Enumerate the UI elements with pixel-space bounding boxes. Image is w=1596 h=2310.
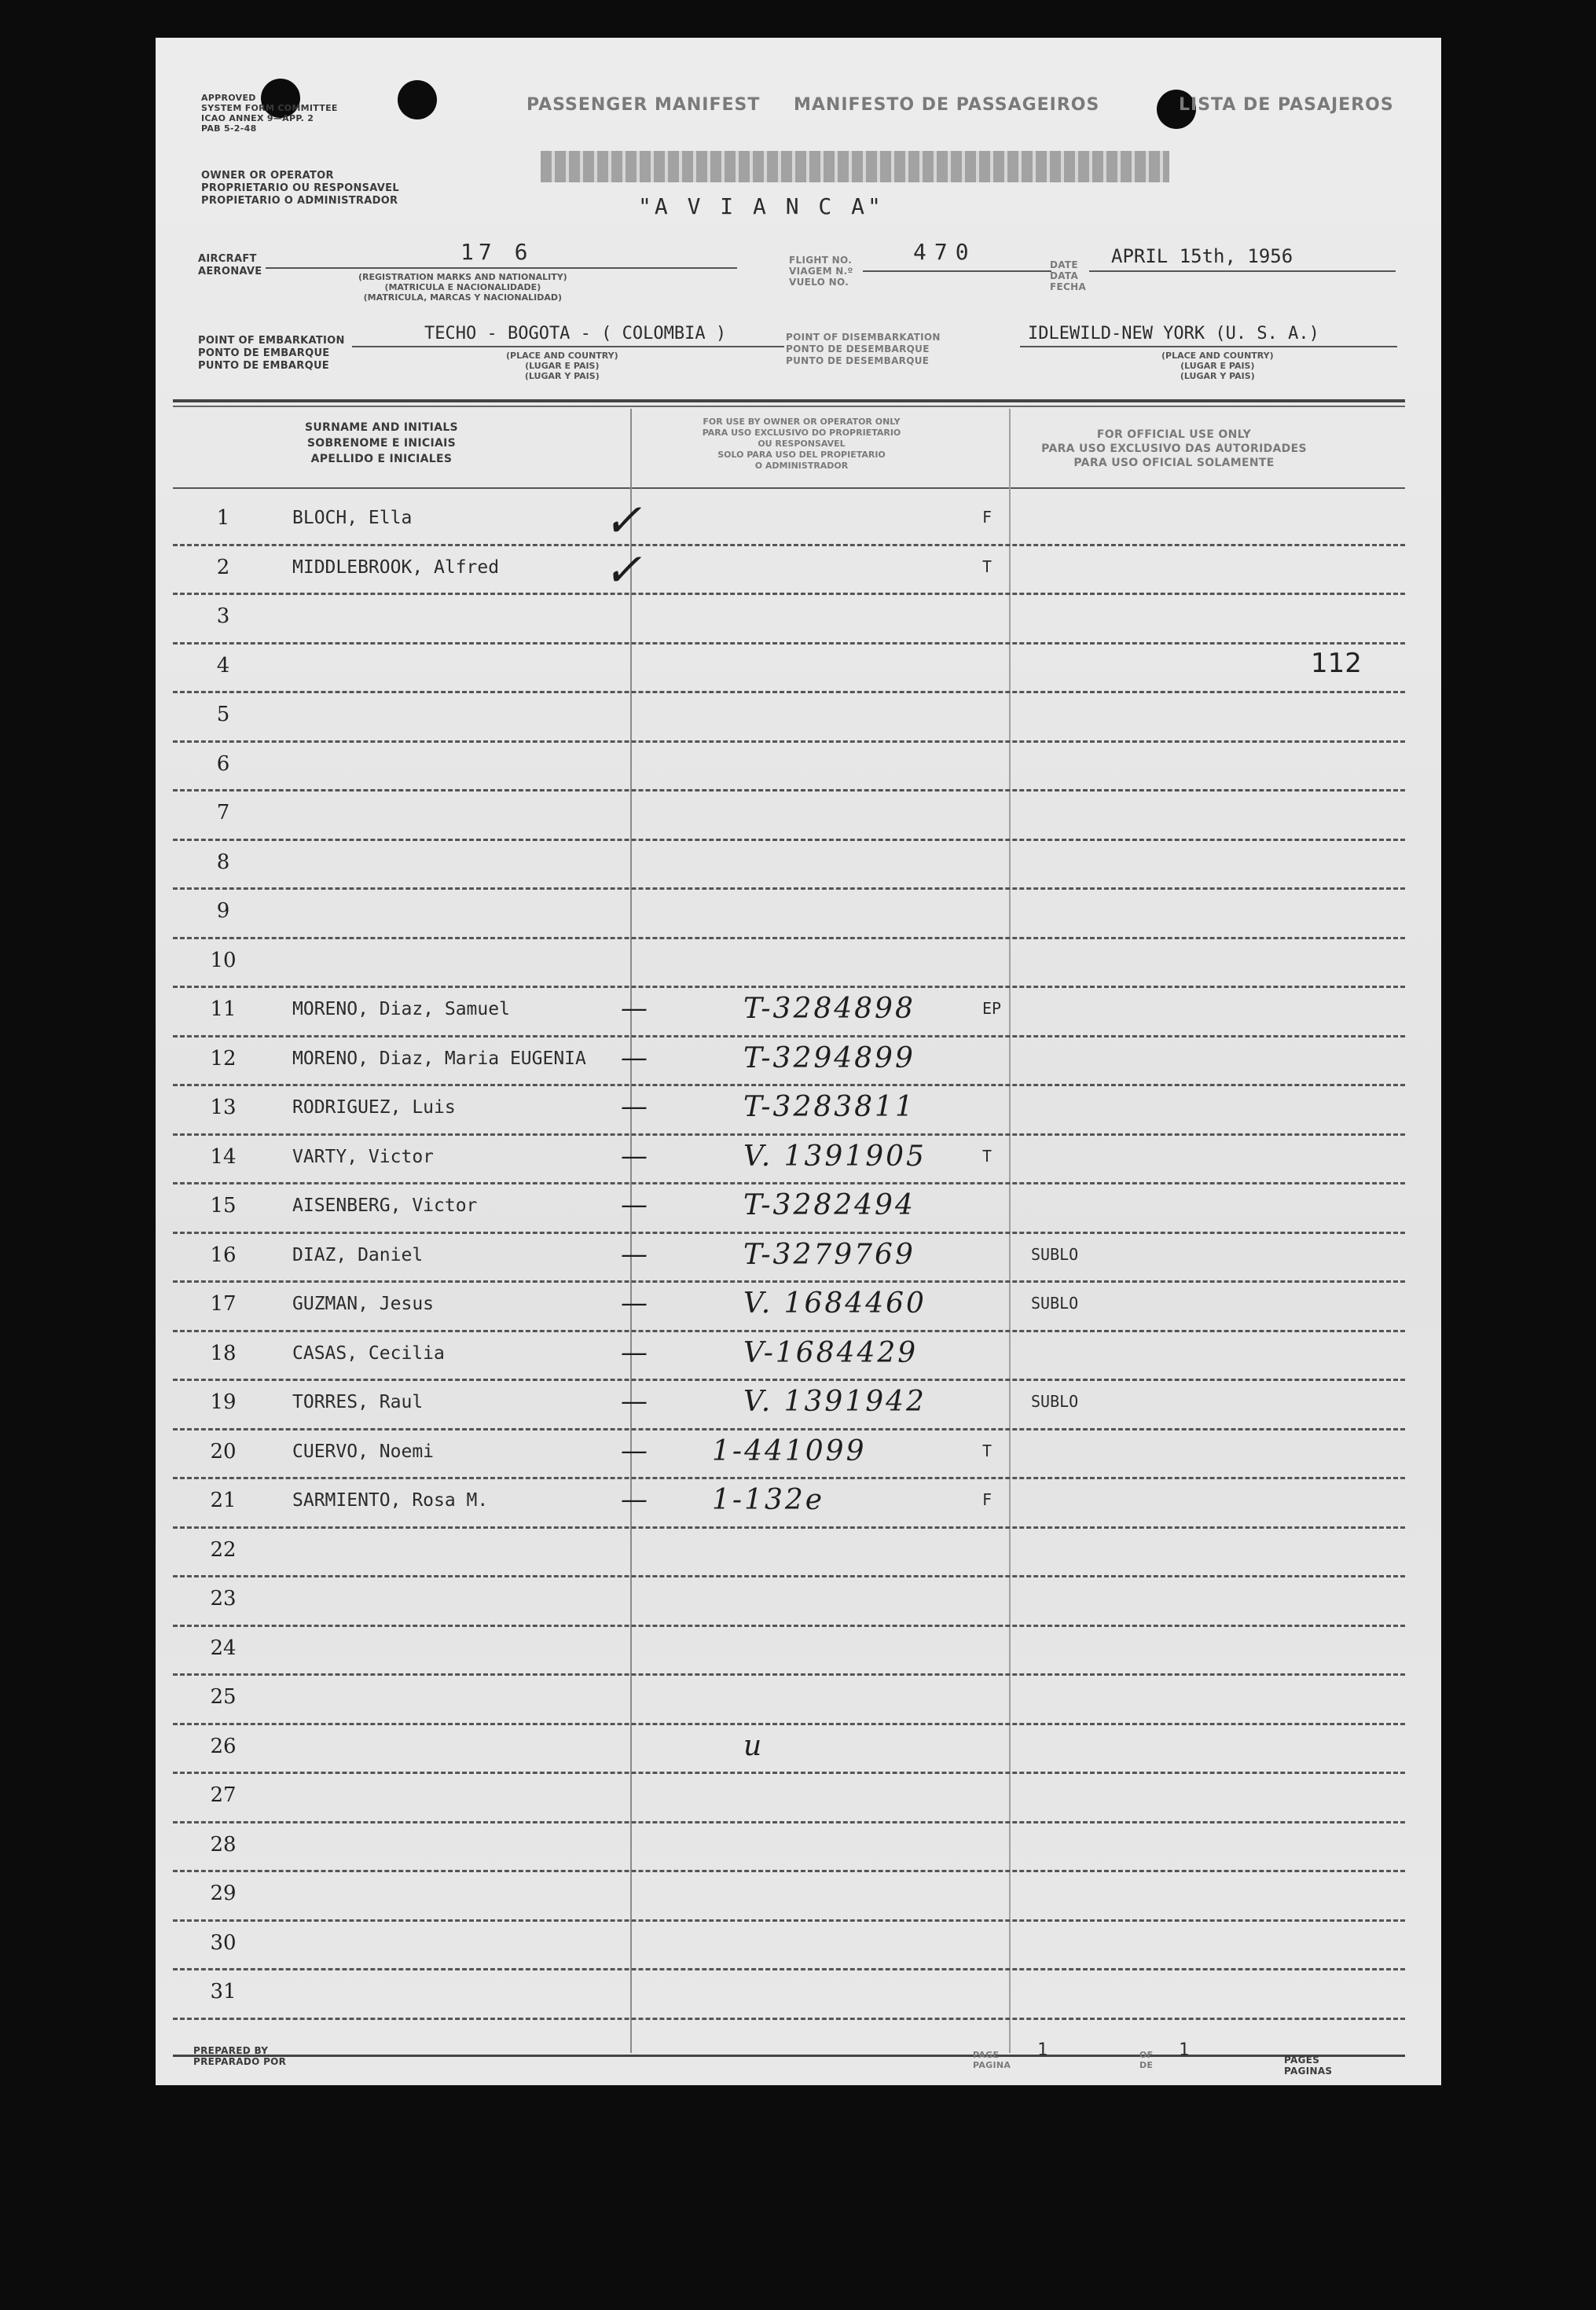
pages-labels: [1284, 2055, 1332, 2077]
passport-number: T-3294899: [743, 1041, 915, 1074]
punch-hole: [398, 80, 437, 119]
col-header-line: SOLO PARA USO DEL PROPIETARIO: [717, 450, 886, 460]
table-row: [156, 939, 1441, 989]
row-number: 7: [216, 801, 230, 824]
aircraft-value: 17 6: [460, 239, 533, 265]
row-number: 11: [210, 997, 237, 1021]
caption-line: (MATRICULA E NACIONALIDADE): [384, 282, 541, 292]
col-header-line: APELLIDO E INICIALES: [310, 453, 453, 465]
owner-label: PROPIETARIO O ADMINISTRADOR: [201, 195, 398, 207]
table-top-rule: [173, 406, 1405, 407]
table-row: [156, 1136, 1441, 1185]
row-number: 29: [210, 1882, 237, 1905]
check-mark: —: [621, 1484, 650, 1515]
check-mark: —: [621, 1091, 650, 1122]
approval-line: APPROVED: [201, 93, 256, 103]
table-row: [156, 1086, 1441, 1136]
disembark-caption: [1161, 351, 1274, 381]
title-en: PASSENGER MANIFEST: [526, 95, 761, 115]
approval-block: [201, 93, 338, 134]
passenger-name: MORENO, Diaz, Samuel: [292, 999, 510, 1019]
check-mark: —: [621, 993, 650, 1024]
row-number: 23: [210, 1587, 237, 1610]
check-mark: —: [621, 1287, 650, 1319]
embark-underline: [352, 346, 784, 347]
of-label: DE: [1139, 2060, 1154, 2070]
title-pt: MANIFESTO DE PASSAGEIROS: [794, 95, 1100, 115]
table-row: [156, 1627, 1441, 1676]
table-top-rule: [173, 399, 1405, 402]
col-header-line: FOR USE BY OWNER OR OPERATOR ONLY: [703, 417, 901, 427]
table-row: [156, 645, 1441, 694]
row-number: 19: [210, 1390, 237, 1414]
pages-label: PAGINAS: [1284, 2066, 1333, 2077]
passenger-name: AISENBERG, Victor: [292, 1195, 478, 1216]
row-number: 20: [210, 1439, 237, 1463]
page-label: PAGE: [973, 2050, 1000, 2060]
col-header-line: OU RESPONSAVEL: [758, 439, 846, 449]
official-note: 112: [1311, 647, 1362, 679]
passport-number: V-1684429: [743, 1336, 919, 1369]
owner-label-block: [201, 170, 399, 207]
row-number: 2: [216, 555, 230, 579]
row-number: 26: [210, 1734, 237, 1758]
caption-line: (LUGAR E PAIS): [1180, 361, 1255, 371]
row-number: 5: [216, 703, 230, 726]
official-note: SUBLO: [1031, 1294, 1079, 1313]
table-row: [156, 1529, 1441, 1578]
owner-label: OWNER OR OPERATOR: [201, 170, 334, 182]
approval-line: ICAO ANNEX 9—APP. 2: [201, 113, 314, 123]
caption-line: (LUGAR Y PAIS): [524, 371, 600, 381]
passenger-name: BLOCH, Ella: [292, 508, 413, 528]
table-row: [156, 1283, 1441, 1332]
table-row: [156, 841, 1441, 891]
table-row: [156, 1774, 1441, 1823]
official-note: SUBLO: [1031, 1244, 1079, 1264]
row-number: 15: [210, 1194, 237, 1217]
disembark-label: PUNTO DE DESEMBARQUE: [786, 355, 930, 366]
table-row: [156, 494, 1441, 547]
passenger-name: VARTY, Victor: [292, 1146, 435, 1167]
check-mark: —: [621, 1189, 650, 1221]
passport-number: T-3284898: [743, 993, 915, 1025]
disembark-label: POINT OF DISEMBARKATION: [786, 332, 941, 343]
col-header-line: SURNAME AND INITIALS: [305, 421, 458, 434]
check-mark: —: [621, 1041, 650, 1074]
prepared-label: PREPARED BY: [193, 2045, 269, 2056]
aircraft-label: AIRCRAFT: [198, 253, 257, 265]
table-row: [156, 1381, 1441, 1430]
col-header-line: PARA USO EXCLUSIVO DAS AUTORIDADES: [1041, 443, 1307, 455]
row-number: 30: [210, 1930, 237, 1955]
col-header-line: FOR OFFICIAL USE ONLY: [1096, 428, 1252, 441]
embark-caption: [506, 351, 618, 381]
row-number: 10: [210, 948, 237, 972]
disembark-value: IDLEWILD-NEW YORK (U. S. A.): [1028, 324, 1319, 343]
row-number: 14: [210, 1144, 237, 1169]
embark-label: POINT OF EMBARKATION: [198, 335, 345, 347]
row-number: 25: [210, 1685, 237, 1709]
operator-name: "A V I A N C A": [638, 193, 884, 219]
passport-number: T-3282494: [743, 1189, 915, 1221]
row-number: 12: [210, 1046, 237, 1071]
official-note: SUBLO: [1031, 1392, 1079, 1411]
table-row: [156, 1479, 1441, 1529]
date-value: APRIL 15th, 1956: [1111, 245, 1293, 267]
table-row: [156, 1037, 1441, 1087]
table-row: [156, 1234, 1441, 1284]
flight-underline: [863, 270, 1051, 272]
row-number: 4: [216, 653, 230, 678]
flight-label: VIAGEM N.º: [789, 266, 853, 277]
check-mark: —: [621, 1238, 650, 1270]
col-header-surname: [305, 420, 458, 467]
status-flag: F: [982, 508, 992, 527]
caption-line: (MATRICULA, MARCAS Y NACIONALIDAD): [363, 292, 563, 303]
passenger-name: DIAZ, Daniel: [292, 1244, 424, 1265]
date-underline: [1089, 270, 1396, 272]
disembark-label: PONTO DE DESEMBARQUE: [786, 343, 930, 354]
row-number: 13: [210, 1096, 237, 1119]
status-flag: T: [982, 1146, 992, 1166]
passenger-name: CUERVO, Noemi: [292, 1441, 435, 1462]
table-row: [156, 1970, 1441, 2020]
row-number: 22: [210, 1537, 237, 1562]
total-pages-value: 1: [1179, 2040, 1190, 2060]
col-header-owner: [684, 417, 919, 472]
caption-line: (LUGAR E PAIS): [525, 361, 600, 371]
passenger-name: RODRIGUEZ, Luis: [292, 1097, 456, 1118]
table-row: [156, 595, 1441, 645]
page-labels: [973, 2050, 1011, 2070]
passport-number: 1-132e: [712, 1484, 825, 1516]
row-number: 31: [210, 1980, 237, 2003]
row-number: 28: [210, 1832, 237, 1856]
row-number: 3: [216, 604, 230, 628]
disembark-underline: [1020, 346, 1397, 347]
flight-label: FLIGHT NO.: [789, 255, 853, 266]
passport-number: T-3283811: [743, 1091, 915, 1123]
table-row: [156, 1872, 1441, 1922]
check-mark: —: [621, 1336, 650, 1368]
passenger-name: GUZMAN, Jesus: [292, 1294, 435, 1314]
status-flag: T: [982, 1441, 992, 1460]
disembark-labels: [786, 332, 941, 367]
caption-line: (PLACE AND COUNTRY): [1161, 351, 1274, 361]
approval-line: SYSTEM FORM COMMITTEE: [201, 103, 338, 113]
passenger-name: TORRES, Raul: [292, 1392, 424, 1412]
table-row: [156, 791, 1441, 841]
registration-caption: [358, 272, 567, 303]
embark-value: TECHO - BOGOTA - ( COLOMBIA ): [424, 324, 727, 343]
passenger-name: MIDDLEBROOK, Alfred: [292, 556, 500, 578]
row-number: 27: [210, 1783, 237, 1807]
table-row: [156, 1725, 1441, 1775]
row-number: 18: [210, 1341, 237, 1365]
table-row: [156, 1430, 1441, 1480]
owner-label: PROPRIETARIO OU RESPONSAVEL: [201, 182, 399, 194]
check-mark: ✓: [604, 494, 644, 547]
page-value: 1: [1037, 2040, 1048, 2060]
check-mark: ✓: [604, 542, 644, 597]
row-number: 16: [210, 1243, 237, 1267]
passport-number: V. 1684460: [743, 1287, 926, 1320]
status-flag: F: [982, 1490, 992, 1509]
title-es: LISTA DE PASAJEROS: [1179, 95, 1394, 115]
passenger-name: MORENO, Diaz, Maria EUGENIA: [292, 1048, 586, 1069]
table-bottom-rule: [173, 2055, 1405, 2057]
date-labels: [1050, 259, 1086, 292]
table-row: [156, 890, 1441, 939]
header-bottom-rule: [173, 487, 1405, 489]
table-row: [156, 1577, 1441, 1627]
embark-label: PONTO DE EMBARQUE: [198, 347, 330, 359]
table-row: [156, 542, 1441, 597]
flight-value: 470: [913, 239, 977, 265]
table-row: [156, 743, 1441, 792]
row-number: 8: [216, 850, 230, 874]
table-row: [156, 693, 1441, 743]
of-labels: [1139, 2050, 1153, 2070]
prepared-label: PREPARADO POR: [193, 2056, 287, 2067]
check-mark: —: [621, 1386, 650, 1417]
col-header-line: SOBRENOME E INICIAIS: [306, 437, 457, 450]
page-label: PAGINA: [973, 2060, 1011, 2070]
passenger-name: SARMIENTO, Rosa M.: [292, 1490, 489, 1511]
of-label: OF: [1139, 2050, 1154, 2060]
aircraft-label: AERONAVE: [198, 266, 262, 277]
row-number: 6: [216, 751, 230, 776]
aircraft-labels: [198, 253, 262, 278]
row-number: 17: [210, 1292, 237, 1316]
col-header-line: PARA USO OFICIAL SOLAMENTE: [1073, 457, 1275, 469]
passenger-name: CASAS, Cecilia: [292, 1342, 445, 1364]
struck-out-line: [541, 151, 1169, 182]
check-mark: —: [621, 1434, 650, 1467]
pages-label: PAGES: [1284, 2055, 1320, 2066]
prepared-by-block: [193, 2045, 286, 2067]
table-row: [156, 1922, 1441, 1971]
caption-line: (REGISTRATION MARKS AND NATIONALITY): [358, 272, 567, 282]
table-row: [156, 1676, 1441, 1725]
table-row: [156, 1823, 1441, 1873]
row-rule: [173, 2018, 1405, 2020]
aircraft-underline: [266, 267, 737, 269]
table-row: [156, 1184, 1441, 1234]
approval-line: PAB 5-2-48: [201, 123, 257, 134]
date-label: DATE: [1050, 259, 1078, 270]
row-number: 9: [216, 899, 230, 923]
status-flag: T: [982, 556, 992, 576]
table-row: [156, 988, 1441, 1037]
flight-label: VUELO NO.: [789, 277, 849, 288]
col-header-line: PARA USO EXCLUSIVO DO PROPRIETARIO: [702, 428, 901, 438]
passport-number: T-3279769: [743, 1238, 915, 1271]
status-flag: EP: [982, 999, 1002, 1018]
passport-number: V. 1391905: [743, 1140, 926, 1173]
manifest-sheet: [156, 38, 1441, 2085]
caption-line: (LUGAR Y PAIS): [1180, 371, 1255, 381]
passport-number: 1-441099: [712, 1434, 867, 1467]
col-header-line: O ADMINISTRADOR: [754, 461, 849, 471]
date-label: DATA: [1050, 270, 1079, 281]
col-header-official: [1009, 428, 1339, 470]
passport-number: V. 1391942: [743, 1386, 926, 1418]
table-row: [156, 1332, 1441, 1382]
flight-labels: [789, 255, 853, 288]
embark-label: PUNTO DE EMBARQUE: [198, 360, 329, 372]
row-number: 1: [216, 506, 230, 530]
embark-labels: [198, 335, 345, 373]
passport-number: u: [743, 1729, 765, 1762]
caption-line: (PLACE AND COUNTRY): [506, 351, 618, 361]
date-label: FECHA: [1050, 281, 1087, 292]
row-number: 21: [210, 1489, 237, 1512]
row-number: 24: [210, 1636, 237, 1660]
check-mark: —: [621, 1140, 650, 1172]
